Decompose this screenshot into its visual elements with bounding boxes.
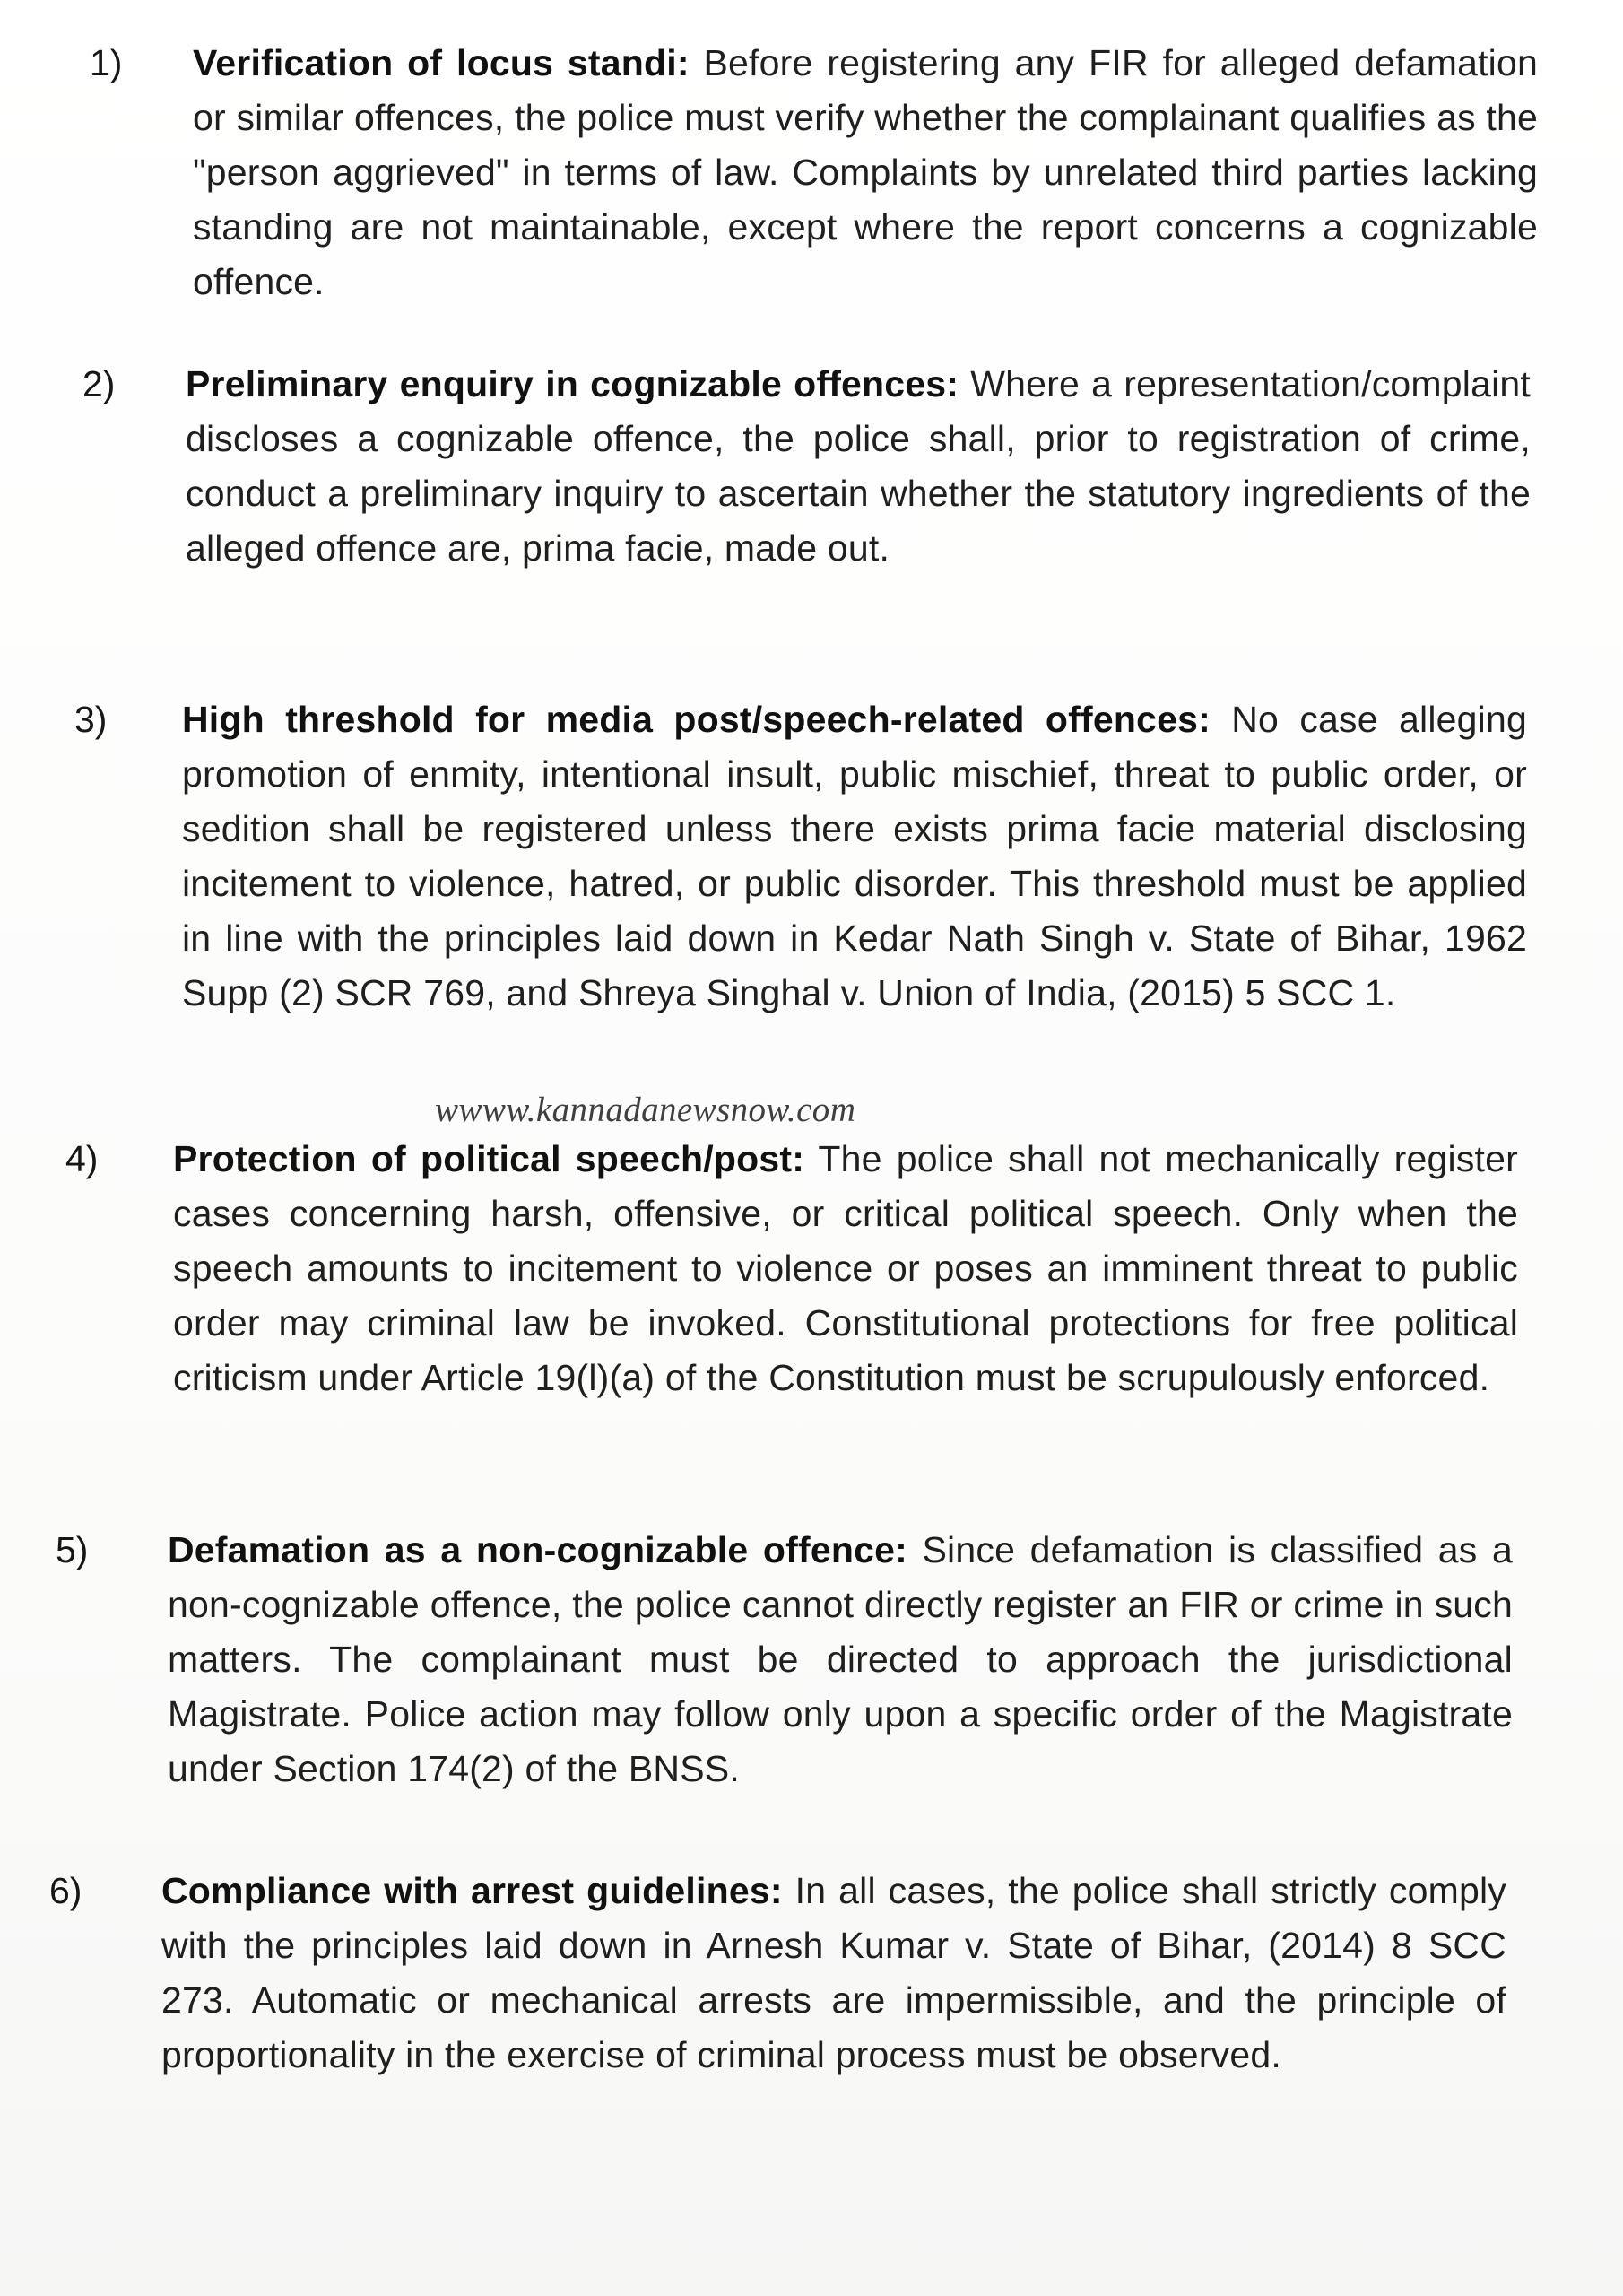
item-number: 3) bbox=[74, 699, 108, 740]
item-paragraph bbox=[168, 1523, 1513, 1796]
item-paragraph bbox=[193, 36, 1538, 309]
item-paragraph bbox=[173, 1132, 1518, 1405]
item-paragraph bbox=[182, 692, 1527, 1021]
item-heading: High threshold for media post/speech-related offences: bbox=[182, 699, 1211, 740]
item-number: 6) bbox=[49, 1870, 82, 1911]
item-heading: Defamation as a non-cognizable offence: bbox=[168, 1529, 907, 1570]
item-text: The police shall not mechanically register cases concerning harsh, offensive, or critical political speech. Only when the speech amounts to incitement to violence or poses an imminent threat to public order may criminal law be invoked. Constitutional protections for free political criticism under Article 19(l)(a) of the Constitution must be scrupulously enforced. bbox=[173, 1138, 1518, 1398]
item-paragraph bbox=[186, 357, 1531, 576]
item-text: Since defamation is classified as a non-cognizable offence, the police cannot directly register an FIR or crime in such matters. The complainant must be directed to approach the jurisdictional Magistrate. Police action may follow only upon a specific order of the Magistrate under Section 174(2) of the BNSS. bbox=[168, 1529, 1513, 1789]
item-number: 5) bbox=[56, 1529, 89, 1570]
item-heading: Compliance with arrest guidelines: bbox=[161, 1870, 783, 1911]
item-number: 2) bbox=[82, 363, 116, 404]
item-number: 1) bbox=[90, 42, 123, 83]
item-heading: Verification of locus standi: bbox=[193, 42, 690, 83]
item-heading: Preliminary enquiry in cognizable offences: bbox=[186, 363, 959, 404]
item-paragraph bbox=[161, 1864, 1506, 2083]
item-text: No case alleging promotion of enmity, intentional insult, public mischief, threat to public order, or sedition shall be registered unless there exists prima facie material disclosing incitement to violence, hatred, or public disorder. This threshold must be applied in line with the principles laid down in Kedar Nath Singh v. State of Bihar, 1962 Supp (2) SCR 769, and Shreya Singhal v. Union of India, (2015) 5 SCC 1. bbox=[182, 699, 1527, 1013]
item-number: 4) bbox=[65, 1138, 99, 1179]
item-text: Where a representation/complaint discloses a cognizable offence, the police shall, prior to registration of crime, conduct a preliminary inquiry to ascertain whether the statutory ingredients of the alleged offence are, prima facie, made out. bbox=[186, 363, 1531, 569]
item-text: Before registering any FIR for alleged defamation or similar offences, the police must verify whether the complainant qualifies as the "person aggrieved" in terms of law. Complaints by unrelated third parties lacking standing are not maintainable, except where the report concerns a cognizable offence. bbox=[193, 42, 1538, 302]
item-text: In all cases, the police shall strictly comply with the principles laid down in Arnesh Kumar v. State of Bihar, (2014) 8 SCC 273. Automatic or mechanical arrests are impermissible, and the principle of proportionality in the exercise of criminal process must be observed. bbox=[161, 1870, 1506, 2075]
item-heading: Protection of political speech/post: bbox=[173, 1138, 805, 1179]
watermark-text: wwww.kannadanewsnow.com bbox=[435, 1091, 856, 1129]
